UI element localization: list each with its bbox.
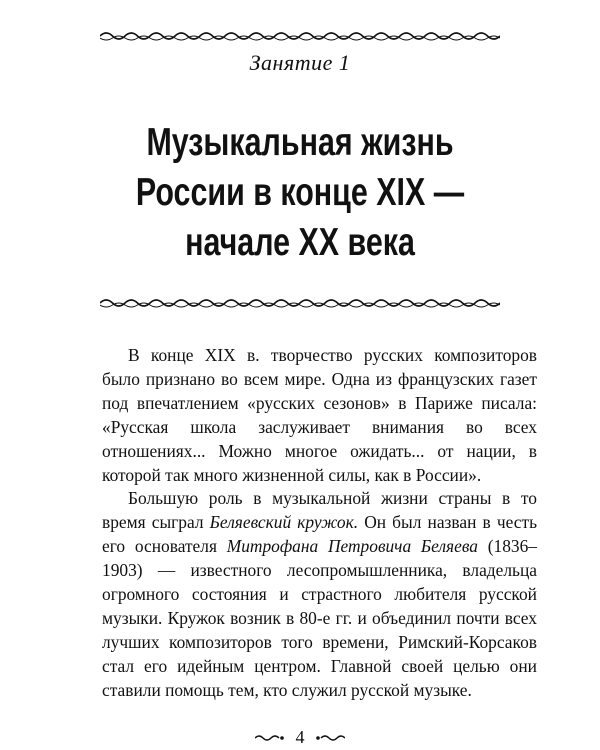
middle-ornament-divider — [100, 297, 500, 309]
paragraph-2-text-a: Большую роль в музыкальной жизни страны в то время сыграл — [102, 488, 537, 533]
lesson-label: Занятие 1 — [249, 50, 351, 75]
page-number: 4 — [295, 727, 305, 747]
footer-ornament-right — [315, 733, 345, 743]
footer-ornament-left — [255, 733, 285, 743]
title-line-2: России в конце XIX — — [135, 171, 465, 214]
body-text — [102, 344, 537, 703]
paragraph-1: В конце XIX в. творчество русских композиторов было признано во всем мире. Одна из французских газет под впечатлением «русских сезонов» в Париже писала: «Русская школа заслуживает внимания во всех отношениях... Можно многое ожидать... от нации, в которой так много жизненной силы, как в России». — [102, 345, 537, 485]
belyaev-name-emphasis: Митрофана Петровича Беляева — [226, 536, 478, 557]
paragraph-2-text-b: Он был назван в честь его основателя — [102, 512, 538, 557]
title-line-1: Музыкальная жизнь — [146, 121, 454, 164]
belyaev-circle-emphasis: Беляевский кружок. — [209, 512, 359, 533]
chapter-title — [66, 118, 534, 268]
page-footer — [0, 727, 600, 747]
top-ornament-divider — [100, 30, 500, 42]
title-line-3: начале XX века — [185, 221, 415, 264]
paragraph-2 — [102, 487, 537, 702]
paragraph-2-text-c: (1836–1903) — известного лесопромышленника, владельца огромного состояния и страстного любителя русской музыки. Кружок возник в 80-е гг. и объединил почти всех лучших композиторов того времени, Римский-Корсаков стал его идейным центром. Главной своей целью они ставили помощь тем, кто служил русской музыке. — [102, 536, 537, 700]
